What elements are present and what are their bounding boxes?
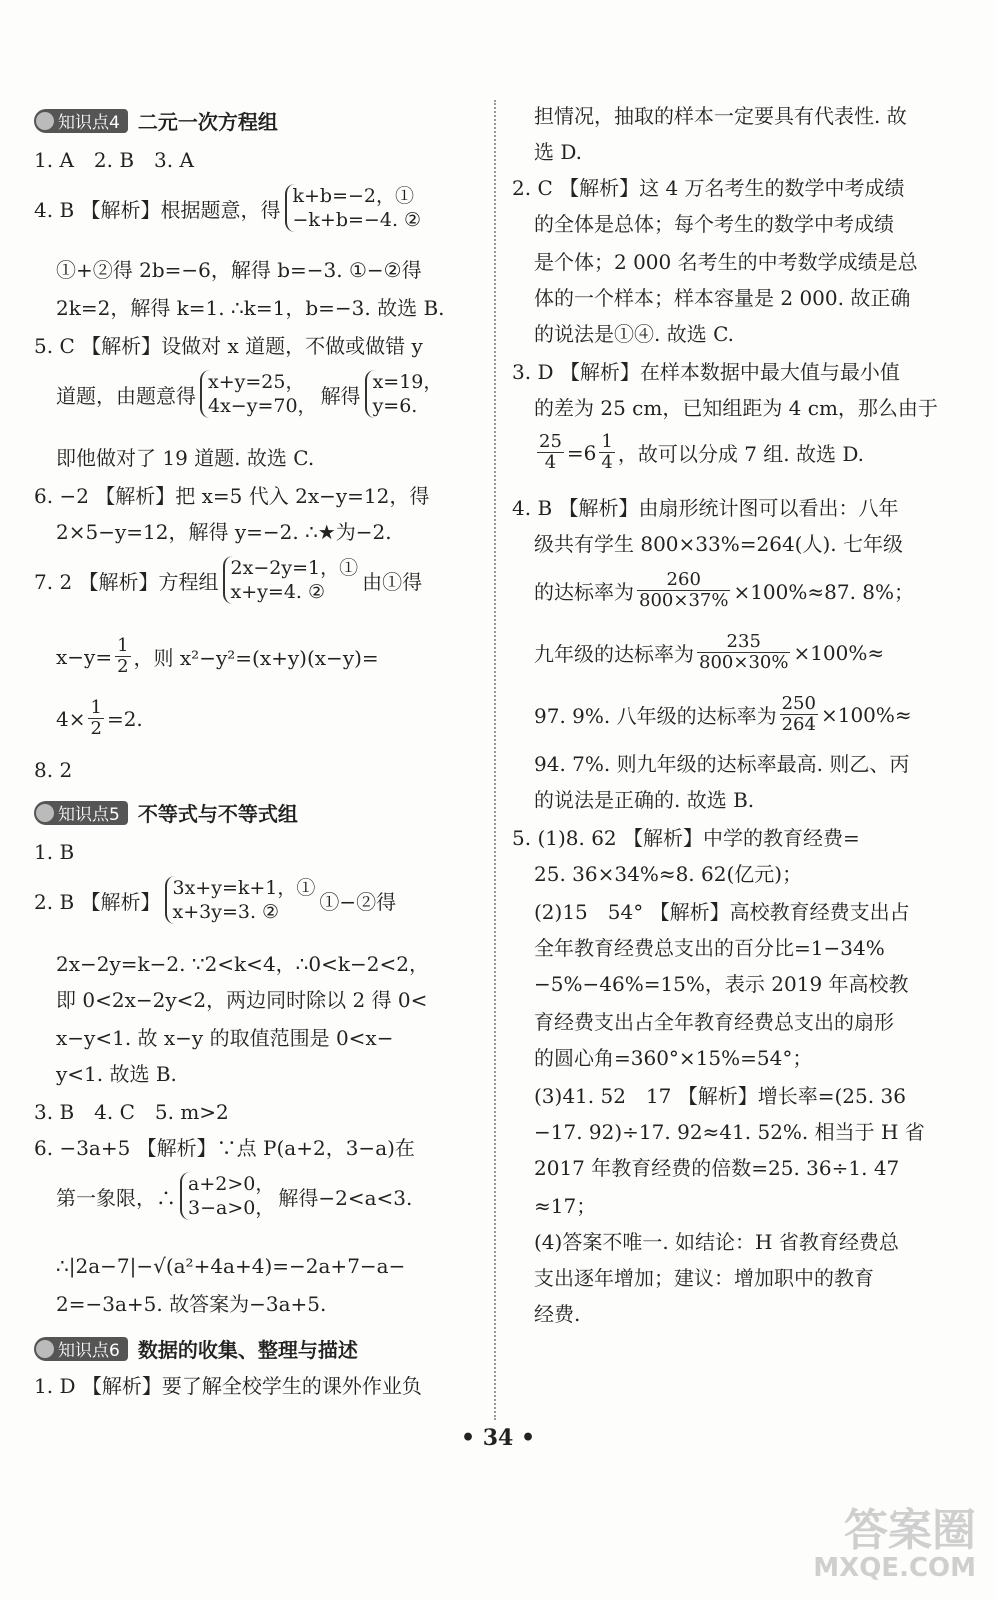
text: 97. 9%. 八年级的达标率为 (534, 704, 777, 728)
watermark-url: MXQE.COM (813, 1553, 976, 1583)
answer-line: 2×5−y=12，解得 y=−2. ∴★为−2. (56, 520, 392, 544)
equation: 3x+y=k+1，① (172, 877, 316, 899)
answer-6-4-line4 (534, 632, 884, 673)
bullet-icon (36, 112, 54, 130)
text: ×100%≈87. 8%； (733, 580, 915, 604)
numerator: 1 (601, 431, 613, 452)
page-number: • 34 • (460, 1425, 536, 1451)
answer-line: 94. 7%. 则九年级的达标率最高. 则乙、丙 (534, 752, 910, 776)
column-divider (494, 100, 496, 1420)
denominator: 264 (781, 714, 816, 735)
text: 4. B 【解析】根据题意，得 (34, 197, 281, 222)
text: 解得−2<a<3. (278, 1185, 413, 1210)
text: 7. 2 【解析】方程组 (34, 569, 219, 594)
watermark-logo (813, 1505, 976, 1583)
answer-line: (2)15 54° 【解析】高校教育经费支出占 (534, 900, 910, 924)
text: 由①得 (362, 569, 423, 594)
answer-line: 育经费支出占全年教育经费总支出的扇形 (534, 1010, 894, 1034)
answer-line: 3. B 4. C 5. m>2 (34, 1100, 229, 1124)
answer-line: 2x−2y=k−2. ∵2<k<4，∴0<k−2<2， (56, 952, 429, 976)
answer-line: 即他做对了 19 道题. 故选 C. (56, 446, 315, 470)
answer-line: 是个体；2 000 名考生的中考数学成绩是总 (534, 250, 918, 274)
text: 4× (56, 706, 86, 731)
answer-line: 6. −3a+5 【解析】∵点 P(a+2，3−a)在 (34, 1136, 415, 1160)
section-header-6 (34, 1334, 358, 1363)
text: 道题，由题意得 (56, 383, 196, 408)
answer-line: (3)41. 52 17 【解析】增长率=(25. 36 (534, 1084, 906, 1108)
section-header-4 (34, 106, 278, 135)
denominator: 4 (601, 452, 613, 473)
answer-line: 2k=2，解得 k=1. ∴k=1，b=−3. 故选 B. (56, 296, 445, 320)
fraction (537, 432, 564, 473)
section-header-5 (34, 798, 298, 827)
answer-4 (34, 184, 425, 232)
answer-line: 支出逐年增加；建议：增加职中的教育 (534, 1266, 874, 1290)
equation-system (180, 1172, 274, 1220)
answer-line: 4. B 【解析】由扇形统计图可以看出：八年 (512, 496, 899, 520)
answer-line: 2=−3a+5. 故答案为−3a+5. (56, 1292, 327, 1316)
fraction (780, 694, 818, 735)
fraction (599, 432, 614, 473)
equation: x+3y=3. ② (172, 901, 280, 923)
answer-line: 的说法是正确的. 故选 B. (534, 788, 755, 812)
text: ，则 x²−y²=(x+y)(x−y)= (133, 646, 379, 670)
answer-line: 2. C 【解析】这 4 万名考生的数学中考成绩 (512, 176, 905, 200)
equation: 4x−y=70， (208, 395, 317, 417)
equation: −k+b=−4. ② (292, 209, 422, 231)
answer-5-system (56, 370, 446, 418)
answer-5-6-system (56, 1172, 412, 1220)
answer-line: 即 0<2x−2y<2，两边同时除以 2 得 0< (56, 988, 428, 1012)
answer-line: 的全体是总体；每个考生的数学中考成绩 (534, 212, 894, 236)
denominator: 2 (117, 656, 129, 677)
text: ×100%≈ (820, 702, 912, 727)
answer-line: 1. D 【解析】要了解全校学生的课外作业负 (34, 1374, 422, 1398)
answer-7-line2 (56, 636, 379, 677)
denominator: 2 (90, 718, 102, 739)
text: =6 (566, 440, 597, 465)
fraction (637, 570, 730, 611)
answer-6-4-line3 (534, 570, 914, 611)
denominator: 800×30% (699, 652, 789, 673)
answer-line: 6. −2 【解析】把 x=5 代入 2x−y=12，得 (34, 484, 430, 508)
numerator: 1 (90, 697, 102, 718)
answer-line: −17. 92)÷17. 92≈41. 52%. 相当于 H 省 (534, 1120, 925, 1144)
denominator: 4 (544, 452, 557, 473)
fraction (697, 632, 790, 673)
answer-line: 5. (1)8. 62 【解析】中学的教育经费= (512, 826, 860, 850)
equation-system (285, 184, 422, 232)
section-badge: 知识点5 (34, 801, 128, 825)
answer-line: 1. A 2. B 3. A (34, 148, 194, 172)
text: ，故可以分成 7 组. 故选 D. (617, 442, 865, 466)
numerator: 1 (117, 635, 129, 656)
equation-system (223, 556, 359, 604)
numerator: 260 (637, 570, 730, 591)
answer-line: 的差为 25 cm，已知组距为 4 cm，那么由于 (534, 396, 938, 420)
answer-line: 的圆心角=360°×15%=54°； (534, 1046, 813, 1070)
text: 解得 (320, 383, 361, 408)
answer-5-2 (34, 876, 396, 924)
answer-line: −5%−46%=15%，表示 2019 年高校教 (534, 972, 909, 996)
answer-line: 3. D 【解析】在样本数据中最大值与最小值 (512, 360, 900, 384)
answer-line: ①+②得 2b=−6，解得 b=−3. ①−②得 (56, 258, 422, 282)
text: ×100%≈ (793, 640, 885, 665)
equation: x+y=4. ② (230, 581, 326, 603)
equation-system (365, 370, 443, 418)
numerator: 250 (781, 693, 816, 714)
equation: 3−a>0， (188, 1197, 275, 1219)
numerator: 235 (697, 632, 790, 653)
answer-line: 2017 年教育经费的倍数=25. 36÷1. 47 (534, 1156, 900, 1180)
bullet-icon (36, 804, 54, 822)
watermark-text: 答案圈 (844, 1505, 976, 1556)
answer-7 (34, 556, 422, 604)
answer-line: 担情况，抽取的样本一定要具有代表性. 故 (534, 104, 907, 128)
answer-6-4-line5 (534, 694, 912, 735)
section-title: 二元一次方程组 (137, 110, 278, 134)
equation-system (165, 876, 316, 924)
fraction (88, 698, 103, 739)
answer-line: ≈17； (534, 1194, 597, 1218)
answer-line: ∴|2a−7|−√(a²+4a+4)=−2a+7−a− (56, 1254, 406, 1278)
equation: 2x−2y=1，① (230, 557, 359, 579)
answer-line: 的说法是①④. 故选 C. (534, 322, 735, 346)
answer-line: 全年教育经费总支出的百分比=1−34% (534, 936, 885, 960)
answer-line: 25. 36×34%≈8. 62(亿元)； (534, 862, 803, 886)
text: 的达标率为 (534, 580, 634, 604)
section-title: 数据的收集、整理与描述 (137, 1338, 358, 1362)
section-title: 不等式与不等式组 (137, 802, 298, 826)
equation: x=19， (372, 371, 443, 393)
answer-line: 1. B (34, 840, 75, 864)
answer-line: 8. 2 (34, 758, 73, 782)
fraction (115, 636, 130, 677)
answer-line: (4)答案不唯一. 如结论：H 省教育经费总 (534, 1230, 899, 1254)
numerator: 25 (539, 431, 562, 452)
text: =2. (106, 706, 143, 731)
answer-line: x−y<1. 故 x−y 的取值范围是 0<x− (56, 1026, 394, 1050)
answer-line: 5. C 【解析】设做对 x 道题，不做或做错 y (34, 334, 423, 358)
answer-line: y<1. 故选 B. (56, 1062, 177, 1086)
text: 第一象限，∴ (56, 1185, 176, 1210)
answer-6-3-fraction-line (534, 432, 864, 473)
answer-7-line3 (56, 698, 143, 739)
section-badge: 知识点4 (34, 109, 128, 133)
answer-line: 级共有学生 800×33%=264(人). 七年级 (534, 532, 903, 556)
equation: k+b=−2，① (292, 185, 415, 207)
equation: y=6. (372, 395, 418, 417)
answer-line: 经费. (534, 1302, 581, 1326)
answer-line: 选 D. (534, 140, 583, 164)
denominator: 800×37% (639, 590, 729, 611)
text: 2. B 【解析】 (34, 889, 161, 914)
equation: a+2>0， (188, 1173, 275, 1195)
text: x−y= (56, 644, 113, 669)
answer-line: 体的一个样本；样本容量是 2 000. 故正确 (534, 286, 911, 310)
text: ①−②得 (319, 889, 397, 914)
bullet-icon (36, 1340, 54, 1358)
section-badge: 知识点6 (34, 1337, 128, 1361)
equation: x+y=25， (208, 371, 305, 393)
text: 九年级的达标率为 (534, 642, 694, 666)
equation-system (200, 370, 317, 418)
